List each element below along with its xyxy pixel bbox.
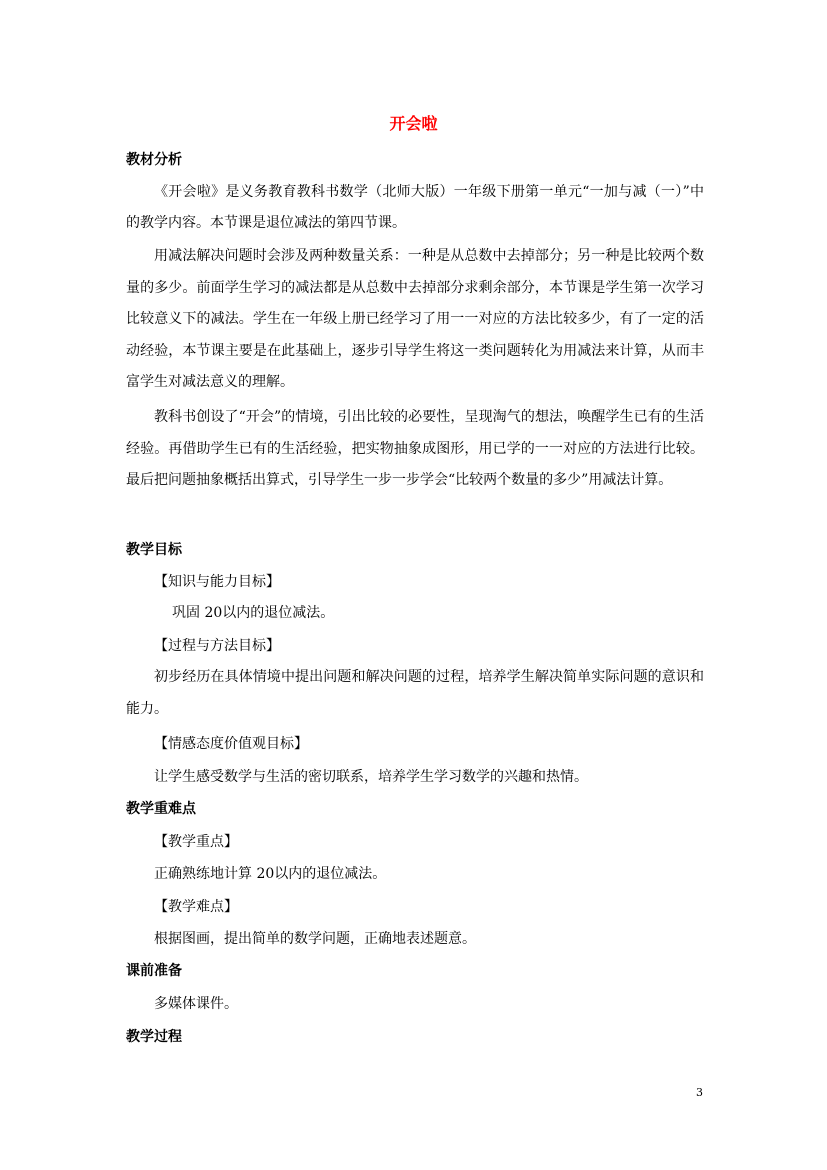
section-heading-analysis: 教材分析	[126, 152, 182, 168]
teaching-focus-text: 正确熟练地计算 20以内的退位减法。	[154, 866, 387, 882]
process-goal-text: 初步经历在具体情境中提出问题和解决问题的过程，培养学生解决简单实际问题的意识和能力。	[126, 669, 704, 717]
emotion-goal-text: 让学生感受数学与生活的密切联系，培养学生学习数学的兴趣和热情。	[154, 769, 588, 785]
page-number: 3	[696, 1086, 703, 1099]
teaching-focus-label: 【教学重点】	[154, 834, 238, 850]
teaching-difficulty-label: 【教学难点】	[154, 899, 238, 915]
preparation-text: 多媒体课件。	[154, 996, 238, 1012]
analysis-paragraph-3: 教科书创设了“开会”的情境，引出比较的必要性，呈现淘气的想法，唤醒学生已有的生活经验。再借助学生已有的生活经验，把实物抽象成图形，用已学的一一对应的方法进行比较。最后把问题抽象概括出算式，引导学生一步一步学会“比较两个数量的多少”用减法计算。	[126, 409, 704, 488]
section-heading-preparation: 课前准备	[126, 963, 182, 979]
teaching-difficulty-text: 根据图画，提出简单的数学问题，正确地表述题意。	[154, 931, 476, 947]
process-goal-label: 【过程与方法目标】	[154, 638, 280, 654]
analysis-paragraph-1: 《开会啦》是义务教育教科书数学（北师大版）一年级下册第一单元“一加与减（一）”中的教学内容。本节课是退位减法的第四节课。	[126, 184, 704, 231]
analysis-paragraph-2: 用减法解决问题时会涉及两种数量关系：一种是从总数中去掉部分；另一种是比较两个数量的多少。前面学生学习的减法都是从总数中去掉部分求剩余部分，本节课是学生第一次学习比较意义下的减法。学生在一年级上册已经学习了用一一对应的方法比较多少，有了一定的活动经验，本节课主要是在此基础上，逐步引导学生将这一类问题转化为用减法来计算，从而丰富学生对减法意义的理解。	[126, 248, 704, 390]
section-heading-key-points: 教学重难点	[126, 801, 196, 817]
section-heading-process: 教学过程	[126, 1029, 182, 1045]
knowledge-goal-text: 巩固 20以内的退位减法。	[172, 605, 335, 621]
section-heading-goals: 教学目标	[126, 542, 182, 558]
emotion-goal-label: 【情感态度价值观目标】	[154, 736, 308, 752]
page-title: 开会啦	[389, 114, 438, 133]
knowledge-goal-label: 【知识与能力目标】	[154, 574, 280, 590]
